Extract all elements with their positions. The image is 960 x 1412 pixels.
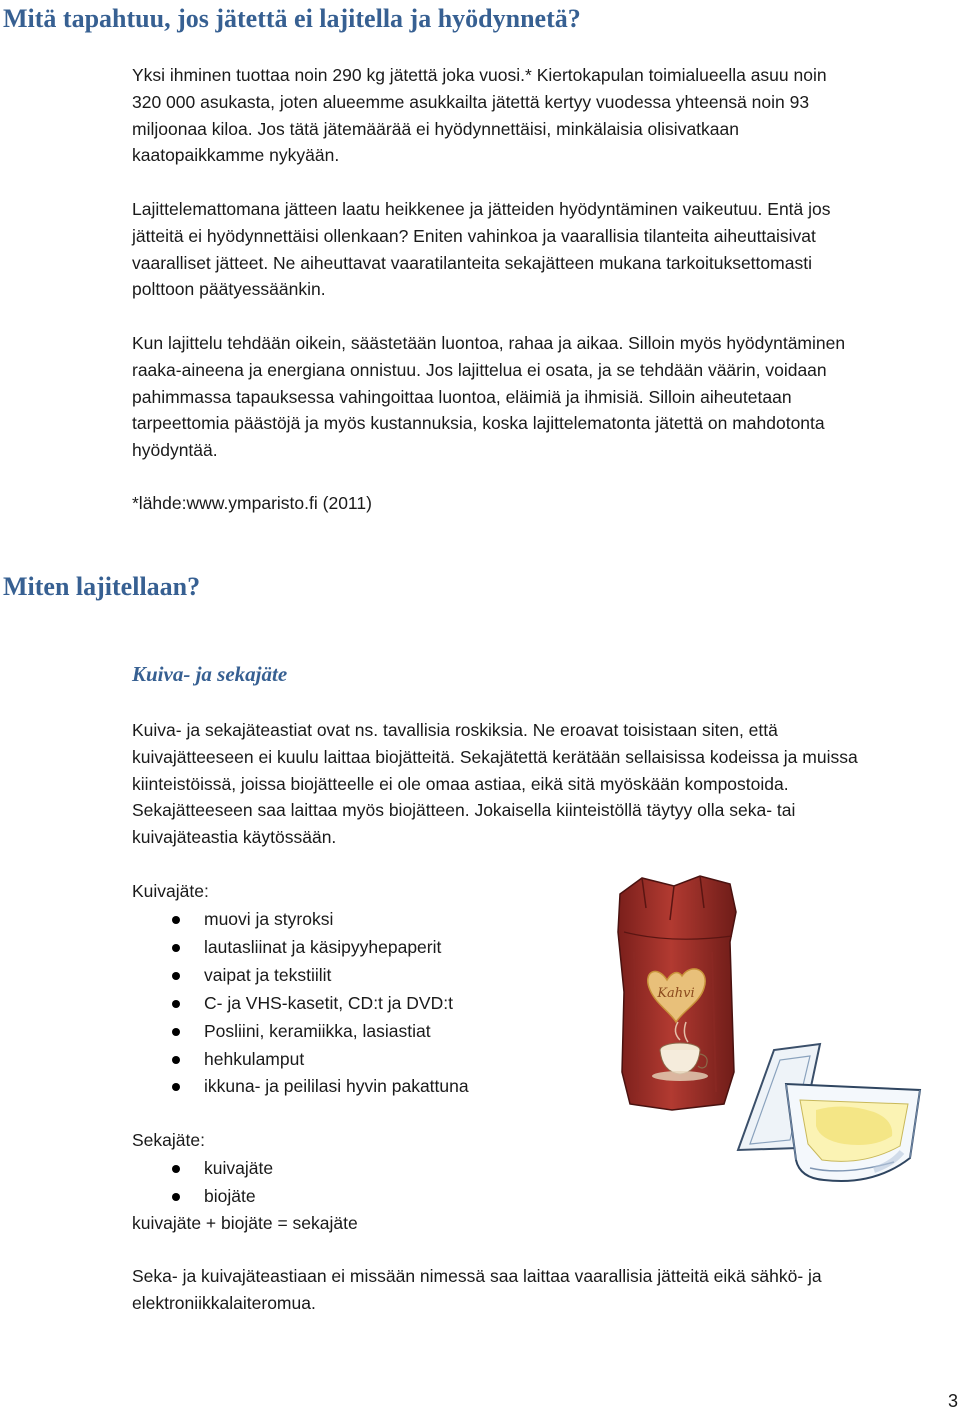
mixed-waste-list <box>132 1155 273 1211</box>
section-heading-what-happens: Mitä tapahtuu, jos jätettä ei lajitella ja hyödynnetä? <box>3 4 581 33</box>
dry-waste-list <box>132 906 469 1101</box>
label-text: Sekajäte: <box>132 1130 205 1150</box>
section-heading-how-to-sort: Miten lajitellaan? <box>3 572 201 601</box>
paragraph-unsorted-waste <box>132 196 831 303</box>
paragraph-hazardous-warning <box>132 1263 822 1317</box>
list-item: vaipat ja tekstiilit <box>132 962 469 990</box>
mixed-waste-label <box>132 1127 205 1154</box>
dry-waste-label <box>132 878 209 905</box>
paragraph-correct-sorting <box>132 330 845 464</box>
text-line: vaaralliset jätteet. Ne aiheuttavat vaaratilanteita sekajätteen mukana tarkoituksettomasti <box>132 252 812 273</box>
list-item: biojäte <box>132 1183 273 1211</box>
text-line: elektroniikkalaiteromua. <box>132 1292 316 1313</box>
text-line: 320 000 asukasta, joten alueemme asukkailta jätettä kertyy vuodessa yhteensä noin 93 <box>132 91 810 112</box>
list-item: kuivajäte <box>132 1155 273 1183</box>
text-line: kuivajätteeseen ei kuulu laittaa biojätteitä. Sekajätettä kerätään sellaisissa kodeissa ja muissa <box>132 746 858 767</box>
list-item: hehkulamput <box>132 1046 469 1074</box>
text-line: Kun lajittelu tehdään oikein, säästetään luontoa, rahaa ja aikaa. Silloin myös hyödyntäminen <box>132 333 846 353</box>
list-item: lautasliinat ja käsipyyhepaperit <box>132 934 469 962</box>
label-text: Kuivajäte: <box>132 881 209 901</box>
paragraph-waste-amount <box>132 62 827 169</box>
bag-logo-text: Kahvi <box>657 986 695 1001</box>
text-line: kaatopaikkamme nykyään. <box>132 145 340 166</box>
text-line: Seka- ja kuivajäteastiaan ei missään nimessä saa laittaa vaarallisia jätteitä eikä sähkö- ja <box>132 1266 822 1286</box>
text-line: Lajittelemattomana jätteen laatu heikkenee ja jätteiden hyödyntäminen vaikeutuu. Entä jos <box>132 199 831 219</box>
list-item: C- ja VHS-kasetit, CD:t ja DVD:t <box>132 990 469 1018</box>
list-item: ikkuna- ja peililasi hyvin pakattuna <box>132 1073 469 1101</box>
page-number: 3 <box>947 1391 958 1411</box>
source-text: *lähde:www.ymparisto.fi (2011) <box>132 493 372 513</box>
text-line: Kuiva- ja sekajäteastiat ovat ns. tavallisia roskiksia. Ne eroavat toisistaan siten, että <box>132 720 778 740</box>
list-item: muovi ja styroksi <box>132 906 469 934</box>
source-note <box>132 490 372 517</box>
text-line: kuivajäteastia käytössään. <box>132 827 337 848</box>
paragraph-dry-mixed-intro <box>132 717 858 851</box>
text-line: hyödyntää. <box>132 440 218 461</box>
plastic-container-illustration <box>724 1040 930 1190</box>
text-line: Sekajätteeseen saa laittaa myös biojätteen. Jokaisella kiinteistöllä täytyy olla seka- tai <box>132 800 796 821</box>
text-line: tarpeettomia päästöjä ja myös kustannuksia, koska lajittelematonta jätettä on mahdotonta <box>132 413 825 434</box>
text-line: Yksi ihminen tuottaa noin 290 kg jätettä joka vuosi.* Kiertokapulan toimialueella asuu noin <box>132 65 827 85</box>
text-line: raaka-aineena ja energiana onnistuu. Jos lajittelua ei osata, ja se tehdään väärin, voidaan <box>132 359 827 380</box>
subheading-dry-and-mixed-waste: Kuiva- ja sekajäte <box>132 662 288 686</box>
waste-formula <box>132 1210 358 1237</box>
text-line: miljoonaa kiloa. Jos tätä jätemäärää ei hyödynnettäisi, minkälaisia olisivatkaan <box>132 118 739 139</box>
formula-text: kuivajäte + biojäte = sekajäte <box>132 1213 358 1233</box>
text-line: polttoon päätyessäänkin. <box>132 279 326 300</box>
list-item: Posliini, keramiikka, lasiastiat <box>132 1018 469 1046</box>
text-line: jätteitä ei hyödynnettäisi ollenkaan? Eniten vahinkoa ja vaarallisia tilanteita aiheuttaisivat <box>132 225 816 246</box>
text-line: pahimmassa tapauksessa vahingoittaa luontoa, eläimiä ja ihmisiä. Silloin aiheutetaan <box>132 386 792 407</box>
text-line: kiinteistöissä, joissa biojätteelle ei ole omaa astiaa, eikä sitä myöskään kompostoida. <box>132 773 789 794</box>
